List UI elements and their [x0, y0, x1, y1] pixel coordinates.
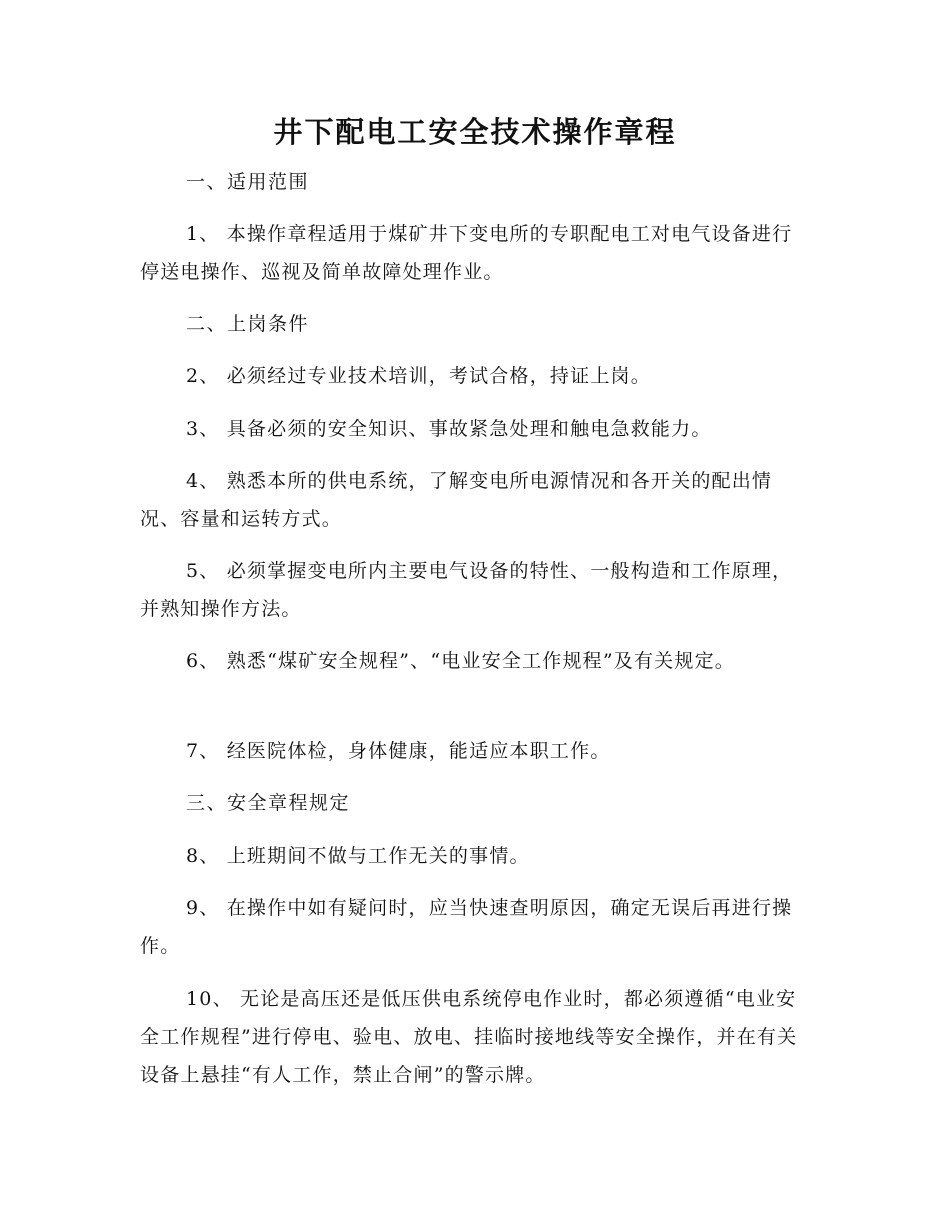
clause-2: 2、 必须经过专业技术培训，考试合格，持证上岗。 [186, 365, 651, 387]
section-heading-scope: 一、适用范围 [186, 171, 310, 193]
clause-7: 7、 经医院体检，身体健康，能适应本职工作。 [186, 740, 611, 762]
clause-10: 10、 无论是高压还是低压供电系统停电作业时，都必须遵循“电业安全工作规程”进行停电、验电、放电、挂临时接地线等安全操作，并在有关设备上悬挂“有人工作，禁止合闸”的警示牌。 [140, 988, 798, 1086]
section-heading-conditions: 二、上岗条件 [186, 313, 310, 335]
clause-4: 4、 熟悉本所的供电系统，了解变电所电源情况和各开关的配出情况、容量和运转方式。 [140, 470, 773, 530]
clause-9: 9、 在操作中如有疑问时，应当快速查明原因，确定无误后再进行操作。 [140, 897, 793, 957]
clause-5: 5、 必须掌握变电所内主要电气设备的特性、一般构造和工作原理，并熟知操作方法。 [140, 560, 793, 620]
clause-8: 8、 上班期间不做与工作无关的事情。 [186, 845, 530, 867]
clause-1: 1、 本操作章程适用于煤矿井下变电所的专职配电工对电气设备进行停送电操作、巡视及简单故障处理作业。 [140, 223, 793, 283]
clause-6: 6、 熟悉“煤矿安全规程”、“电业安全工作规程”及有关规定。 [186, 650, 735, 672]
document-title: 井下配电工安全技术操作章程 [273, 115, 677, 149]
clause-3: 3、 具备必须的安全知识、事故紧急处理和触电急救能力。 [186, 418, 712, 440]
section-heading-rules: 三、安全章程规定 [186, 792, 351, 814]
